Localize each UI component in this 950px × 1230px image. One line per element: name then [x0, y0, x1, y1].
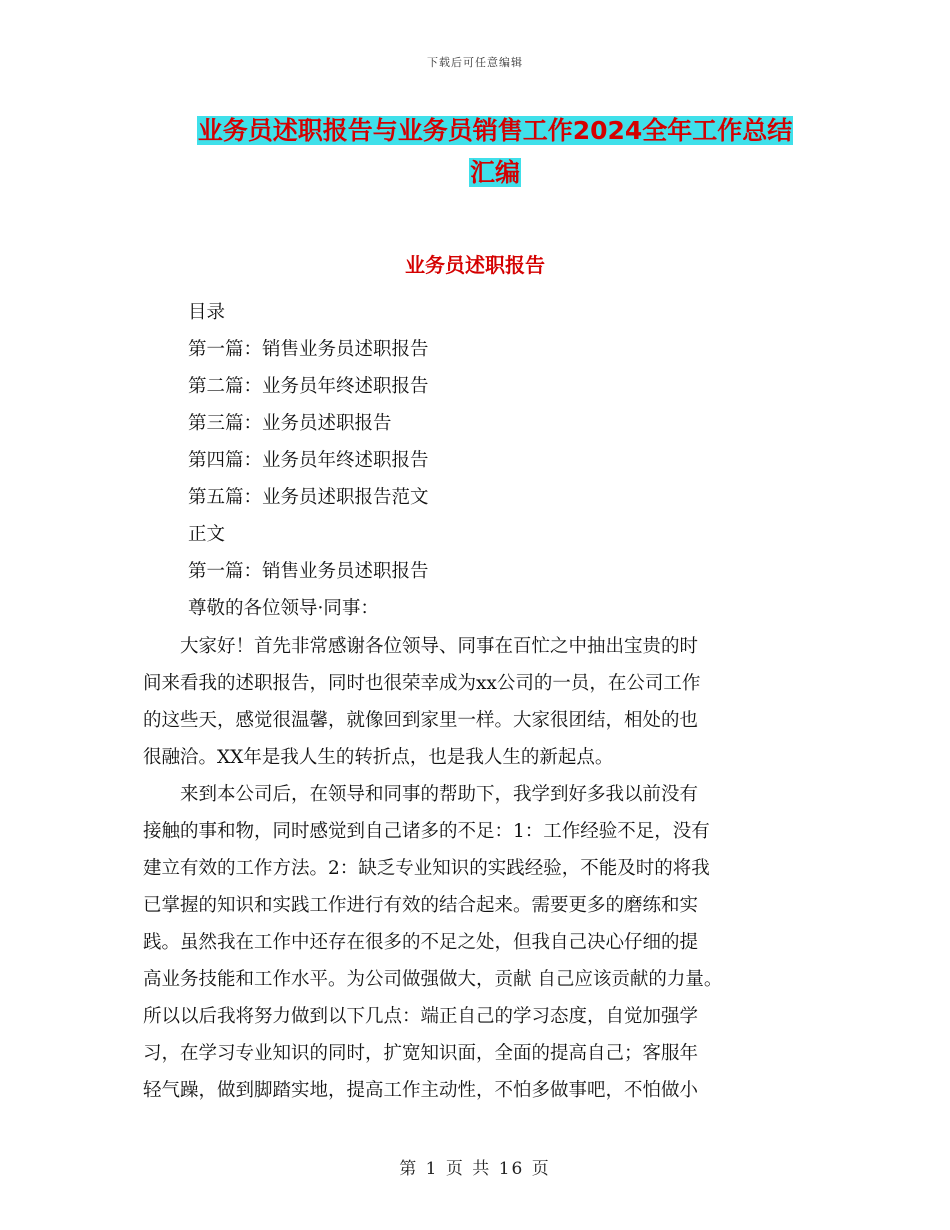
document-title-line-1: 业务员述职报告与业务员销售工作2024全年工作总结	[197, 116, 793, 145]
body-line: 间来看我的述职报告，同时也很荣幸成为xx公司的一员，在公司工作	[143, 673, 701, 694]
body-line: 高业务技能和工作水平。为公司做强做大，贡献 自己应该贡献的力量。	[143, 969, 723, 990]
body-line: 践。虽然我在工作中还存在很多的不足之处，但我自己决心仔细的提	[143, 932, 699, 953]
toc-item: 第二篇：业务员年终述职报告	[188, 376, 429, 397]
document-title-line-2: 汇编	[469, 158, 520, 187]
page-footer: 第 1 页 共 16 页	[399, 1159, 551, 1179]
document-title	[150, 110, 840, 194]
header-note: 下载后可任意编辑	[427, 56, 523, 69]
body-line: 的这些天，感觉很温馨，就像回到家里一样。大家很团结，相处的也	[143, 710, 699, 731]
body-line: 所以以后我将努力做到以下几点：端正自己的学习态度，自觉加强学	[143, 1006, 699, 1027]
body-line: 习，在学习专业知识的同时，扩宽知识面，全面的提高自己；客服年	[143, 1043, 699, 1064]
body-line: 大家好！首先非常感谢各位领导、同事在百忙之中抽出宝贵的时	[143, 636, 699, 657]
body-line: 很融洽。XX年是我人生的转折点，也是我人生的新起点。	[143, 747, 614, 768]
body-line: 接触的事和物，同时感觉到自己诸多的不足：1：工作经验不足，没有	[143, 821, 710, 842]
body-line: 来到本公司后，在领导和同事的帮助下，我学到好多我以前没有	[143, 784, 699, 805]
body-line: 已掌握的知识和实践工作进行有效的结合起来。需要更多的磨练和实	[143, 895, 699, 916]
section-title: 业务员述职报告	[405, 253, 545, 277]
body-line: 建立有效的工作方法。2：缺乏专业知识的实践经验，不能及时的将我	[143, 858, 710, 879]
chapter-heading: 第一篇：销售业务员述职报告	[188, 561, 429, 582]
body-text	[143, 628, 823, 1109]
toc-item: 第四篇：业务员年终述职报告	[188, 450, 429, 471]
toc-heading: 目录	[188, 302, 226, 323]
toc-item: 第三篇：业务员述职报告	[188, 413, 392, 434]
table-of-contents	[188, 294, 429, 627]
body-heading: 正文	[188, 524, 226, 545]
toc-item: 第一篇：销售业务员述职报告	[188, 339, 429, 360]
body-line: 轻气躁，做到脚踏实地，提高工作主动性，不怕多做事吧，不怕做小	[143, 1080, 699, 1101]
salutation: 尊敬的各位领导·同事：	[188, 598, 379, 619]
toc-item: 第五篇：业务员述职报告范文	[188, 487, 429, 508]
